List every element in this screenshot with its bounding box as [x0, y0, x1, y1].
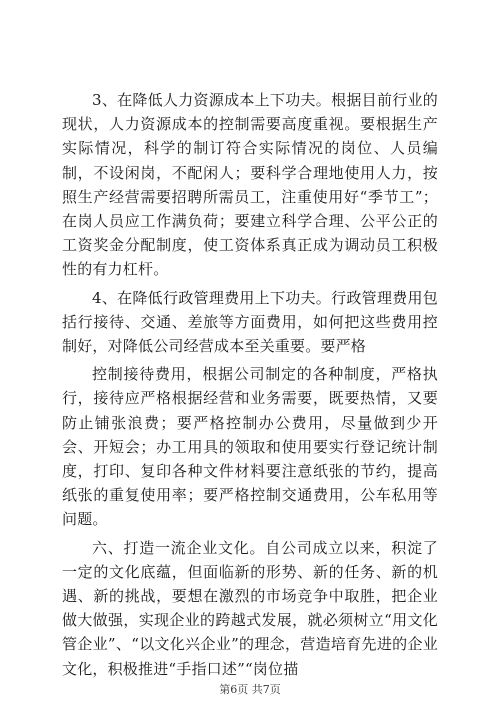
paragraph-corporate-culture: 六、打造一流企业文化。自公司成立以来，积淀了一定的文化底蕴，但面临新的形势、新的任务、新的机遇、新的挑战，要想在激烈的市场竞争中取胜，把企业做大做强，实现企业的跨越式发展，就必须树立“用文化管企业”、“以文化兴企业”的理念，营造培育先进的企业文化，积极推进“手指口述”“岗位描 [62, 538, 438, 678]
paragraph-admin-cost: 4、在降低行政管理费用上下功夫。行政管理费用包括行接待、交通、差旅等方面费用，如何把这些费用控制好，对降低公司经营成本至关重要。要严格 [62, 288, 438, 356]
paragraph-hr-cost: 3、在降低人力资源成本上下功夫。根据目前行业的现状，人力资源成本的控制需要高度重视。要根据生产实际情况，科学的制订符合实际情况的岗位、人员编制，不设闲岗，不配闲人；要科学合理地使用人力，按照生产经营需要招聘所需员工，注重使用好“季节工”；在岗人员应工作满负荷；要建立科学合理、公平公正的工资奖金分配制度，使工资体系真正成为调动员工积极性的有力杠杆。 [62, 91, 438, 279]
page-number-footer: 第6页 共7页 [219, 683, 281, 696]
document-body [62, 88, 438, 681]
paragraph-expense-control: 控制接待费用，根据公司制定的各种制度，严格执行，接待应严格根据经营和业务需要，既要热情，又要防止铺张浪费；要严格控制办公费用，尽量做到少开会、开短会；办工用具的领取和使用要实行登记统计制度，打印、复印各种文件材料要注意纸张的节约，提高纸张的重复使用率；要严格控制交通费用，公车私用等问题。 [62, 365, 438, 529]
